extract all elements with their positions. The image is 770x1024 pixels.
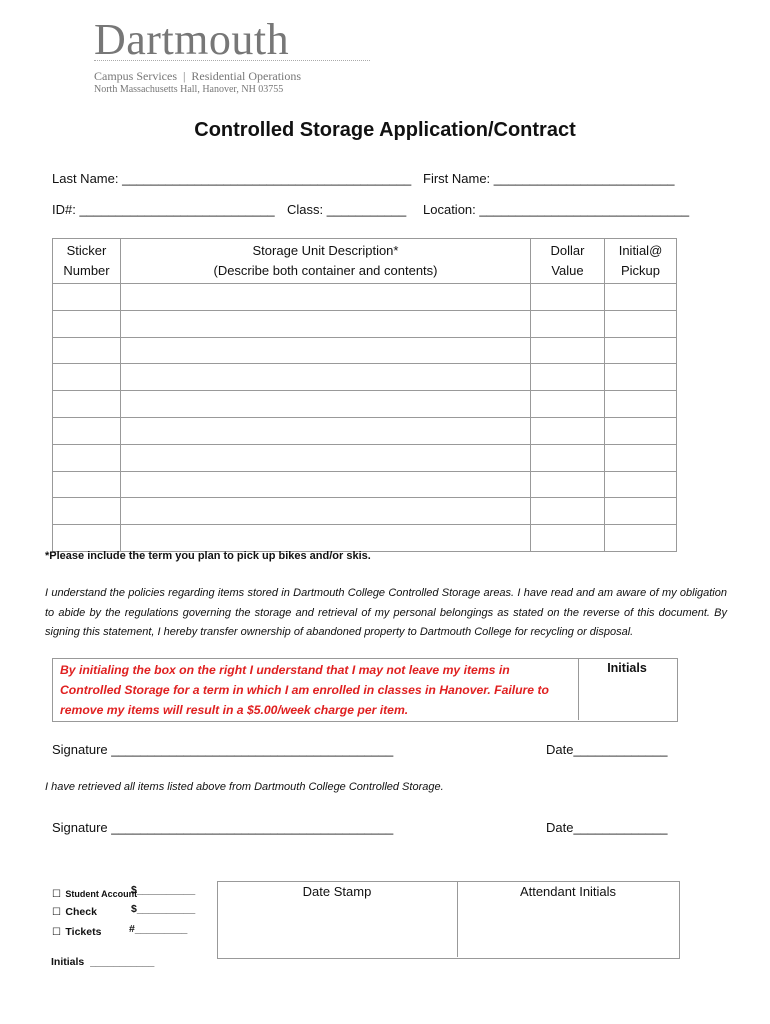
last-name-field[interactable]: Last Name: ________________________________________ [52,171,412,186]
sticker-number-cell[interactable] [53,525,121,552]
initial-pickup-header: Initial@ Pickup [605,239,677,284]
class-field[interactable]: Class: ___________ [287,202,407,217]
description-cell[interactable] [121,444,531,471]
payment-initials-field[interactable]: Initials ___________ [51,956,155,968]
table-row [53,417,677,444]
student-account-option[interactable]: ☐ Student Account [52,889,138,900]
student-account-amount[interactable]: $__________ [131,884,196,896]
initial-pickup-cell[interactable] [605,391,677,418]
description-cell[interactable] [121,525,531,552]
checkbox-icon[interactable]: ☐ [52,907,61,918]
sticker-number-cell[interactable] [53,364,121,391]
table-row [53,310,677,337]
retrieved-statement: I have retrieved all items listed above from Dartmouth College Controlled Storage. [45,781,444,793]
description-header: Storage Unit Description* (Describe both container and contents) [121,239,531,284]
dollar-value-cell[interactable] [531,498,605,525]
dollar-value-cell[interactable] [531,391,605,418]
logo-divider [94,60,370,61]
sticker-number-cell[interactable] [53,337,121,364]
checkbox-icon[interactable]: ☐ [52,927,61,938]
initials-header: Initials [607,661,647,675]
description-cell[interactable] [121,417,531,444]
table-row [53,498,677,525]
dollar-value-cell[interactable] [531,284,605,311]
department-line: Campus Services | Residential Operations [94,69,302,83]
description-cell[interactable] [121,284,531,311]
check-amount[interactable]: $__________ [131,903,196,915]
description-cell[interactable] [121,391,531,418]
initial-pickup-cell[interactable] [605,417,677,444]
table-row [53,364,677,391]
dollar-value-cell[interactable] [531,310,605,337]
initial-pickup-cell[interactable] [605,498,677,525]
initial-pickup-cell[interactable] [605,310,677,337]
table-row [53,337,677,364]
signature-field[interactable]: Signature _______________________________________ [52,742,394,757]
location-field[interactable]: Location: _____________________________ [423,202,690,217]
description-cell[interactable] [121,498,531,525]
description-cell[interactable] [121,471,531,498]
checkbox-icon[interactable]: ☐ [52,889,61,900]
sticker-number-header: Sticker Number [53,239,121,284]
dollar-value-cell[interactable] [531,364,605,391]
page-title: Controlled Storage Application/Contract [194,119,576,141]
dollar-value-header: Dollar Value [531,239,605,284]
dartmouth-logo: Dartmouth [94,15,290,64]
description-cell[interactable] [121,310,531,337]
sticker-number-cell[interactable] [53,417,121,444]
attendant-initials-label: Attendant Initials [519,884,617,899]
tickets-option[interactable]: ☐ Tickets [52,926,102,938]
dollar-value-cell[interactable] [531,444,605,471]
date-stamp-label: Date Stamp [302,884,372,899]
initial-pickup-cell[interactable] [605,444,677,471]
first-name-field[interactable]: First Name: _________________________ [423,171,675,186]
tickets-count[interactable]: #_________ [129,923,188,935]
dollar-value-cell[interactable] [531,525,605,552]
initial-pickup-cell[interactable] [605,471,677,498]
dollar-value-cell[interactable] [531,337,605,364]
id-field[interactable]: ID#: ___________________________ [52,202,275,217]
table-header-row [53,239,677,284]
description-cell[interactable] [121,337,531,364]
policy-paragraph: I understand the policies regarding items stored in Dartmouth College Controlled Storage areas. I have read and am aware of my obligation to abide by the regulations governing the storage and retrieval of my personal belongings as stated on the reverse of this document. By signing this statement, I hereby transfer ownership of abandoned property to Dartmouth College for recycling or disposal. [45,587,727,638]
sticker-number-cell[interactable] [53,471,121,498]
sticker-number-cell[interactable] [53,391,121,418]
retrieval-date-field[interactable]: Date_____________ [546,820,668,835]
table-row [53,391,677,418]
initial-pickup-cell[interactable] [605,284,677,311]
retrieval-signature-field[interactable]: Signature _______________________________________ [52,820,394,835]
initial-pickup-cell[interactable] [605,525,677,552]
table-row [53,284,677,311]
initial-pickup-cell[interactable] [605,337,677,364]
date-field[interactable]: Date_____________ [546,742,668,757]
dollar-value-cell[interactable] [531,417,605,444]
sticker-number-cell[interactable] [53,284,121,311]
check-option[interactable]: ☐ Check [52,906,97,918]
table-row [53,525,677,552]
table-row [53,471,677,498]
initial-pickup-cell[interactable] [605,364,677,391]
dollar-value-cell[interactable] [531,471,605,498]
table-row [53,444,677,471]
sticker-number-cell[interactable] [53,498,121,525]
address-line: North Massachusetts Hall, Hanover, NH 03755 [94,84,284,95]
pickup-note: *Please include the term you plan to pick up bikes and/or skis. [45,550,371,562]
description-cell[interactable] [121,364,531,391]
initial-agreement-text: By initialing the box on the right I understand that I may not leave my items in Controlled Storage for a term in which I am enrolled in classes in Hanover. Failure to remove my items will result in a $5.00/week charge per item. [60,663,549,717]
sticker-number-cell[interactable] [53,310,121,337]
sticker-number-cell[interactable] [53,444,121,471]
storage-table [52,238,677,552]
initials-input-area[interactable] [579,680,676,720]
